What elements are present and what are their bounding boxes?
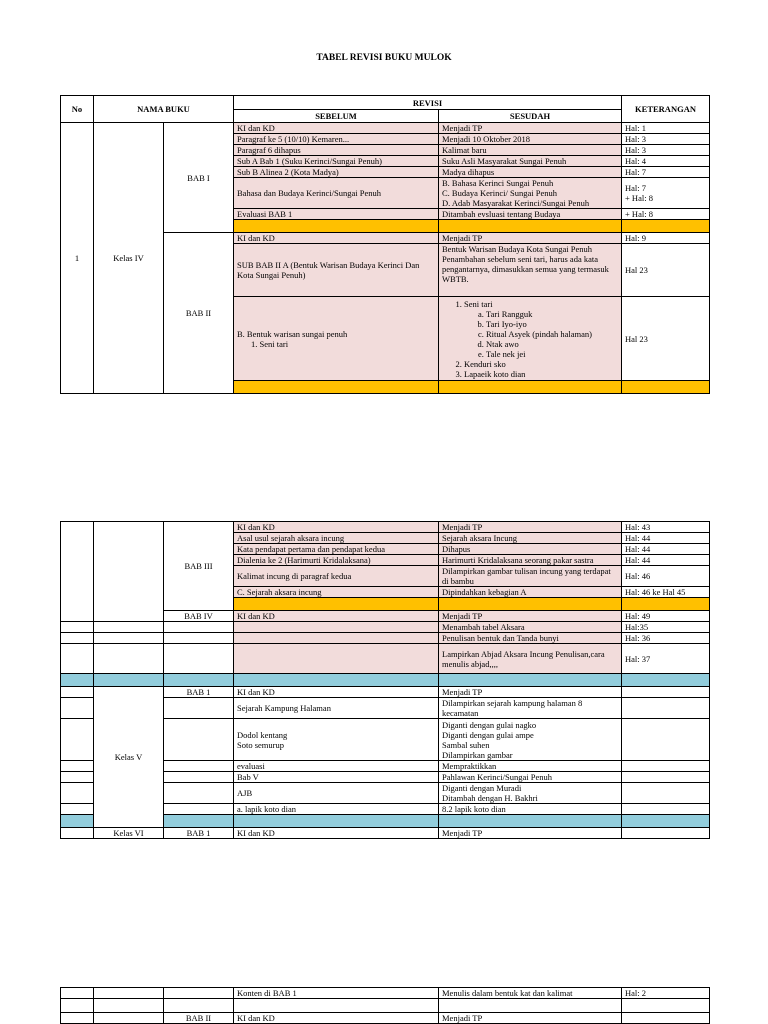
row-number: 1 — [61, 123, 94, 394]
keterangan-cell: Hal: 44 — [622, 544, 710, 555]
keterangan-cell: Hal: 46 ke Hal 45 — [622, 587, 710, 598]
keterangan-cell: Hal: 49 — [622, 611, 710, 622]
sesudah-cell: Madya dihapus — [439, 167, 622, 178]
keterangan-cell: Hal: 44 — [622, 533, 710, 544]
keterangan-cell: Hal: 46 — [622, 566, 710, 587]
sebelum-cell: Sejarah Kampung Halaman — [234, 698, 439, 719]
sesudah-cell: Dihapus — [439, 544, 622, 555]
sesudah-line: Bentuk Warisan Budaya Kota Sungai Penuh — [442, 244, 593, 254]
keterangan-cell — [622, 1013, 710, 1024]
sesudah-cell: Menjadi TP — [439, 611, 622, 622]
sebelum-cell: Dialenia ke 2 (Harimurti Kridalaksana) — [234, 555, 439, 566]
sesudah-cell: Dipindahkan kebagian A — [439, 587, 622, 598]
sesudah-cell: Kalimat baru — [439, 145, 622, 156]
separator-cell — [61, 815, 94, 828]
kelas-cell — [94, 633, 164, 644]
separator-cell — [234, 674, 439, 687]
separator-cell — [234, 381, 439, 394]
tari-sublist — [464, 309, 618, 359]
revision-table-2 — [60, 521, 710, 839]
sebelum-line: B. Bentuk warisan sungai penuh — [237, 328, 348, 339]
kelas-cell — [94, 1013, 164, 1024]
list-item: e. Tale nek jei — [486, 349, 618, 359]
sebelum-cell: a. lapik koto dian — [234, 804, 439, 815]
kelas-label: Kelas V — [94, 687, 164, 828]
kelas-label: Kelas IV — [94, 123, 164, 394]
sesudah-cell: 8.2 lapik koto dian — [439, 804, 622, 815]
keterangan-cell — [622, 804, 710, 815]
list-item: 2. Kenduri sko — [464, 359, 618, 369]
sesudah-line: Penambahan sebelum seni tari, harus ada kata pengantarnya, dimasukkan semua yang termasuk WBTB. — [442, 254, 609, 284]
sebelum-cell: KI dan KD — [234, 233, 439, 244]
keterangan-cell: + Hal: 8 — [622, 209, 710, 220]
sebelum-line: Soto semurup — [237, 739, 284, 750]
header-sesudah: SESUDAH — [439, 110, 622, 123]
sesudah-cell: Penulisan bentuk dan Tanda bunyi — [439, 633, 622, 644]
separator-cell — [622, 674, 710, 687]
sebelum-cell — [234, 633, 439, 644]
separator-cell — [439, 815, 622, 828]
no-cell — [61, 804, 94, 815]
sebelum-cell — [234, 297, 439, 381]
keterangan-cell — [622, 783, 710, 804]
revision-table-1 — [60, 95, 710, 394]
sebelum-cell: Kata pendapat pertama dan pendapat kedua — [234, 544, 439, 555]
sebelum-cell: Asal usul sejarah aksara incung — [234, 533, 439, 544]
sesudah-cell — [439, 244, 622, 297]
table-row — [61, 999, 710, 1013]
kelas-cell — [94, 644, 164, 674]
sesudah-cell — [439, 999, 622, 1013]
no-cell — [61, 1013, 94, 1024]
table-row — [61, 687, 710, 698]
sesudah-line: Diganti dengan gulai nagko — [442, 719, 537, 730]
table-row — [61, 123, 710, 134]
no-cell — [61, 622, 94, 633]
sebelum-cell: Paragraf ke 5 (10/10) Kemaren... — [234, 134, 439, 145]
no-cell — [61, 644, 94, 674]
keterangan-cell: Hal: 44 — [622, 555, 710, 566]
sebelum-cell: Sub B Alinea 2 (Kota Madya) — [234, 167, 439, 178]
keterangan-cell: Hal: 37 — [622, 644, 710, 674]
table-row — [61, 988, 710, 999]
keterangan-cell — [622, 761, 710, 772]
revision-table-3 — [60, 987, 710, 1024]
separator-cell — [439, 220, 622, 233]
sesudah-line: Diganti dengan gulai ampe — [442, 729, 534, 740]
keterangan-cell — [622, 698, 710, 719]
separator-cell — [622, 598, 710, 611]
sesudah-line: Diganti dengan Muradi — [442, 783, 522, 793]
keterangan-cell — [622, 178, 710, 209]
keterangan-cell — [622, 999, 710, 1013]
keterangan-cell: Hal: 3 — [622, 145, 710, 156]
separator-cell — [234, 815, 439, 828]
sesudah-line: Dilampirkan gambar — [442, 749, 513, 760]
no-cell — [61, 687, 94, 698]
sesudah-cell: Menjadi TP — [439, 233, 622, 244]
keterangan-cell: Hal: 9 — [622, 233, 710, 244]
keterangan-cell — [622, 828, 710, 839]
sesudah-cell: Lampirkan Abjad Aksara Incung Penulisan,cara menulis abjad,,,, — [439, 644, 622, 674]
header-no: No — [61, 96, 94, 123]
kelas-label: Kelas VI — [94, 828, 164, 839]
separator-cell — [164, 815, 234, 828]
bab-cell — [164, 804, 234, 815]
sesudah-cell: Menjadi TP — [439, 123, 622, 134]
sesudah-cell: Sejarah aksara Incung — [439, 533, 622, 544]
no-cell — [61, 761, 94, 772]
separator-cell — [622, 381, 710, 394]
sebelum-cell: Bahasa dan Budaya Kerinci/Sungai Penuh — [234, 178, 439, 209]
sebelum-cell: KI dan KD — [234, 123, 439, 134]
seni-list — [442, 299, 618, 379]
sebelum-line: Dodol kentang — [237, 729, 288, 740]
sesudah-cell: Mempraktikkan — [439, 761, 622, 772]
sesudah-cell: Menjadi TP — [439, 1013, 622, 1024]
sebelum-line: 1. Seni tari — [251, 338, 289, 349]
sebelum-cell — [234, 999, 439, 1013]
sebelum-cell: KI dan KD — [234, 611, 439, 622]
sesudah-cell: Menambah tabel Aksara — [439, 622, 622, 633]
sebelum-cell: Evaluasi BAB 1 — [234, 209, 439, 220]
no-cell — [61, 698, 94, 719]
keterangan-cell: Hal 23 — [622, 244, 710, 297]
keterangan-cell — [622, 772, 710, 783]
header-nama-buku: NAMA BUKU — [94, 96, 234, 123]
kelas-cell — [94, 988, 164, 999]
no-cell — [61, 988, 94, 999]
sesudah-cell: Menjadi 10 Oktober 2018 — [439, 134, 622, 145]
sebelum-cell: AJB — [234, 783, 439, 804]
sesudah-cell — [439, 719, 622, 761]
list-item: c. Ritual Asyek (pindah halaman) — [486, 329, 618, 339]
bab-cell — [164, 644, 234, 674]
separator-cell — [439, 598, 622, 611]
bab-label: BAB 1 — [164, 687, 234, 698]
no-cell — [61, 522, 94, 622]
keterangan-cell: Hal: 7 — [622, 167, 710, 178]
sesudah-cell: Ditambah evsluasi tentang Budaya — [439, 209, 622, 220]
sesudah-cell: Harimurti Kridalaksana seorang pakar sastra — [439, 555, 622, 566]
no-cell — [61, 999, 94, 1013]
keterangan-cell: Hal: 2 — [622, 988, 710, 999]
separator-cell — [622, 220, 710, 233]
sesudah-line: C. Budaya Kerinci/ Sungai Penuh — [442, 188, 557, 198]
separator-cell — [622, 815, 710, 828]
bab-cell — [164, 719, 234, 761]
separator-cell — [94, 674, 164, 687]
table-row — [61, 1013, 710, 1024]
bab-label: BAB II — [164, 233, 234, 394]
keterangan-cell: Hal: 43 — [622, 522, 710, 533]
bab-cell — [164, 999, 234, 1013]
sebelum-cell: SUB BAB II A (Bentuk Warisan Budaya Kerinci Dan Kota Sungai Penuh) — [234, 244, 439, 297]
separator-cell — [439, 381, 622, 394]
sebelum-cell — [234, 644, 439, 674]
sesudah-cell: Menjadi TP — [439, 687, 622, 698]
no-cell — [61, 828, 94, 839]
bab-cell — [164, 633, 234, 644]
keterangan-cell: Hal: 1 — [622, 123, 710, 134]
sesudah-line: B. Bahasa Kerinci Sungai Penuh — [442, 178, 554, 188]
sebelum-cell: Kalimat incung di paragraf kedua — [234, 566, 439, 587]
sebelum-cell: Bab V — [234, 772, 439, 783]
bab-cell — [164, 772, 234, 783]
sebelum-cell: KI dan KD — [234, 1013, 439, 1024]
sebelum-cell: KI dan KD — [234, 522, 439, 533]
keterangan-cell: Hal: 3 — [622, 134, 710, 145]
sesudah-cell: Pahlawan Kerinci/Sungai Penuh — [439, 772, 622, 783]
keterangan-cell — [622, 687, 710, 698]
no-cell — [61, 772, 94, 783]
sesudah-cell — [439, 178, 622, 209]
sesudah-cell: Dilampirkan sejarah kampung halaman 8 kecamatan — [439, 698, 622, 719]
bab-label: BAB 1 — [164, 828, 234, 839]
sesudah-cell: Menulis dalam bentuk kat dan kalimat — [439, 988, 622, 999]
header-keterangan: KETERANGAN — [622, 96, 710, 123]
list-item: d. Ntak awo — [486, 339, 618, 349]
no-cell — [61, 633, 94, 644]
list-item — [464, 299, 618, 359]
keterangan-cell: Hal: 4 — [622, 156, 710, 167]
keterangan-line: Hal: 7 — [625, 183, 647, 193]
sebelum-cell: evaluasi — [234, 761, 439, 772]
kelas-cell — [94, 999, 164, 1013]
sesudah-cell: Menjadi TP — [439, 522, 622, 533]
list-item: b. Tari Iyo-iyo — [486, 319, 618, 329]
list-item-label: Seni tari — [464, 298, 493, 309]
header-revisi: REVISI — [234, 96, 622, 110]
bab-label: BAB III — [164, 522, 234, 611]
kelas-cell — [94, 522, 164, 622]
separator-cell — [61, 674, 94, 687]
sebelum-cell: C. Sejarah aksara incung — [234, 587, 439, 598]
no-cell — [61, 783, 94, 804]
no-cell — [61, 719, 94, 761]
table-row — [61, 828, 710, 839]
bab-label: BAB IV — [164, 611, 234, 622]
sebelum-cell: KI dan KD — [234, 828, 439, 839]
keterangan-line: + Hal: 8 — [625, 193, 653, 203]
separator-cell — [234, 598, 439, 611]
sesudah-line: D. Adab Masyarakat Kerinci/Sungai Penuh — [442, 198, 590, 208]
sebelum-cell: Sub A Bab 1 (Suku Kerinci/Sungai Penuh) — [234, 156, 439, 167]
bab-cell — [164, 761, 234, 772]
sebelum-cell — [234, 719, 439, 761]
sesudah-cell: Suku Asli Masyarakat Sungai Penuh — [439, 156, 622, 167]
sebelum-cell: Paragraf 6 dihapus — [234, 145, 439, 156]
list-item: a. Tari Rangguk — [486, 309, 618, 319]
keterangan-cell: Hal: 36 — [622, 633, 710, 644]
separator-row — [61, 674, 710, 687]
bab-label: BAB I — [164, 123, 234, 233]
sesudah-cell — [439, 297, 622, 381]
separator-cell — [234, 220, 439, 233]
sebelum-cell — [234, 622, 439, 633]
keterangan-cell: Hal 23 — [622, 297, 710, 381]
sebelum-cell: Konten di BAB 1 — [234, 988, 439, 999]
sesudah-cell: Menjadi TP — [439, 828, 622, 839]
bab-label: BAB II — [164, 1013, 234, 1024]
bab-cell — [164, 783, 234, 804]
kelas-cell — [94, 622, 164, 633]
table-row — [61, 522, 710, 533]
bab-cell — [164, 622, 234, 633]
separator-cell — [439, 674, 622, 687]
sebelum-cell: KI dan KD — [234, 687, 439, 698]
table-row — [61, 644, 710, 674]
bab-cell — [164, 988, 234, 999]
sesudah-cell: Dilampirkan gambar tulisan incung yang terdapat di bambu — [439, 566, 622, 587]
document-title: TABEL REVISI BUKU MULOK — [316, 53, 452, 63]
table-row — [61, 622, 710, 633]
bab-cell — [164, 698, 234, 719]
header-sebelum: SEBELUM — [234, 110, 439, 123]
keterangan-cell: Hal:35 — [622, 622, 710, 633]
sesudah-cell — [439, 783, 622, 804]
keterangan-cell — [622, 719, 710, 761]
table-row — [61, 633, 710, 644]
separator-cell — [164, 674, 234, 687]
sesudah-line: Sambal suhen — [442, 739, 490, 750]
list-item: 3. Lapaeik koto dian — [464, 369, 618, 379]
sesudah-line: Ditambah dengan H. Bakhri — [442, 793, 538, 803]
